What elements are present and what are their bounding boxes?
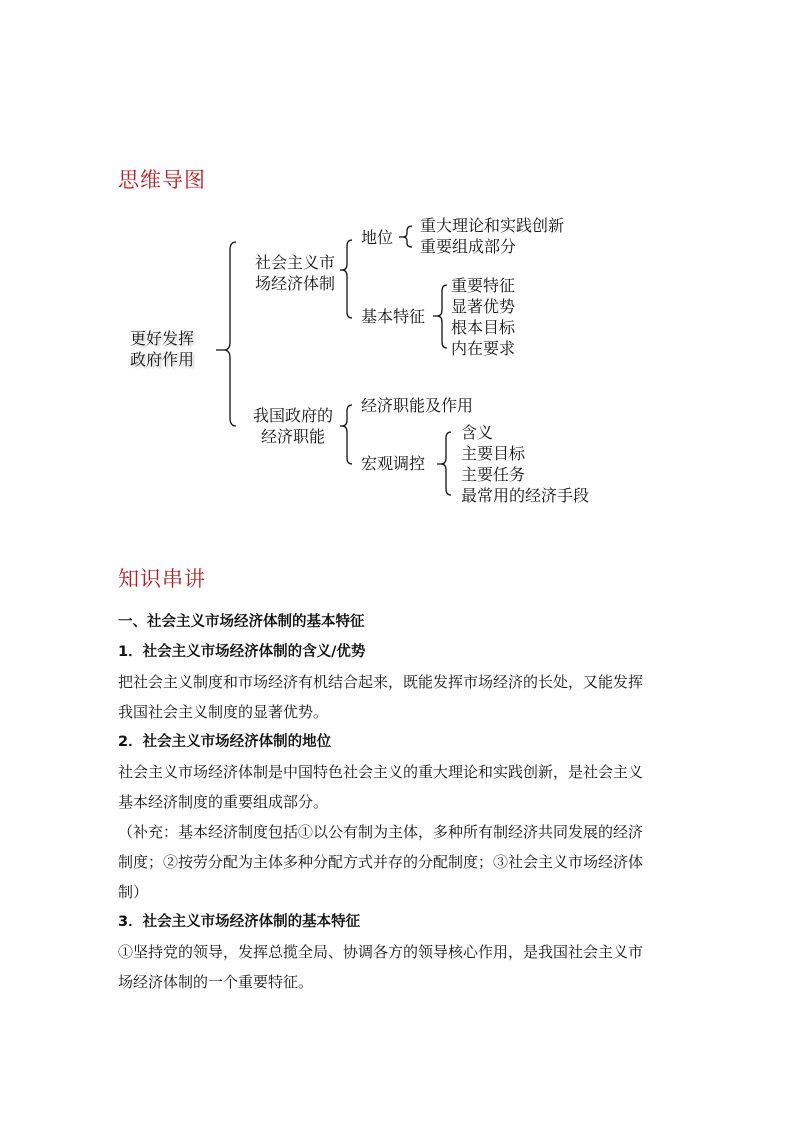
leaf-macro-4: 最常用的经济手段	[461, 486, 590, 505]
body-text-line: 社会主义市场经济体制是中国特色社会主义的重大理论和实践创新，是社会主义	[118, 763, 644, 781]
leaf-feature-3: 根本目标	[451, 318, 516, 337]
body-text-line: 把社会主义制度和市场经济有机结合起来，既能发挥市场经济的长处，又能发挥	[118, 673, 644, 691]
body-text-line: （补充：基本经济制度包括①以公有制为主体，多种所有制经济共同发展的经济	[118, 823, 644, 841]
mind-map	[0, 0, 794, 560]
leaf-position-2: 重要组成部分	[420, 237, 517, 256]
features-brace	[433, 285, 447, 348]
section-heading: 3．社会主义市场经济体制的基本特征	[118, 914, 361, 930]
root-node: 更好发挥 政府作用	[130, 329, 195, 369]
position-brace	[399, 226, 412, 247]
branch1-brace	[340, 240, 352, 318]
mind-map-connectors	[0, 0, 794, 560]
root-brace	[216, 242, 236, 426]
leaf-macro-2: 主要目标	[461, 444, 526, 463]
section-heading: 1．社会主义市场经济体制的含义/优势	[118, 644, 366, 660]
node-economic-functions: 经济职能及作用	[361, 396, 474, 415]
leaf-macro-3: 主要任务	[461, 465, 526, 484]
leaf-feature-1: 重要特征	[451, 276, 516, 295]
knowledge-content	[118, 607, 680, 997]
branch-government-functions: 我国政府的 经济职能	[252, 406, 333, 446]
macro-list	[461, 422, 589, 506]
mindmap-title: 思维导图	[118, 168, 206, 192]
leaf-macro-1: 含义	[461, 423, 494, 442]
section-heading: 2．社会主义市场经济体制的地位	[118, 734, 332, 750]
body-text-line: 我国社会主义制度的显著优势。	[118, 703, 329, 721]
body-text-line: ①坚持党的领导，发挥总揽全局、协调各方的领导核心作用，是我国社会主义市	[118, 943, 644, 961]
branch-market-economy: 社会主义市 场经济体制	[254, 253, 335, 293]
branch2-brace	[340, 405, 352, 464]
body-text-line: 基本经济制度的重要组成部分。	[118, 793, 329, 811]
macro-brace	[437, 432, 451, 495]
body-text-line: 场经济体制的一个重要特征。	[118, 973, 314, 991]
body-text-line: 制）	[118, 883, 149, 901]
node-features: 基本特征	[361, 307, 426, 326]
knowledge-title: 知识串讲	[118, 567, 206, 591]
section-heading: 一、社会主义市场经济体制的基本特征	[118, 614, 365, 630]
node-position: 地位	[361, 228, 394, 247]
node-macro-control: 宏观调控	[361, 454, 426, 473]
body-text-line: 制度；②按劳分配为主体多种分配方式并存的分配制度；③社会主义市场经济体	[118, 853, 644, 871]
leaf-position-1: 重大理论和实践创新	[420, 216, 565, 235]
leaf-feature-2: 显著优势	[451, 297, 516, 316]
leaf-feature-4: 内在要求	[451, 339, 516, 358]
features-list	[451, 275, 515, 359]
